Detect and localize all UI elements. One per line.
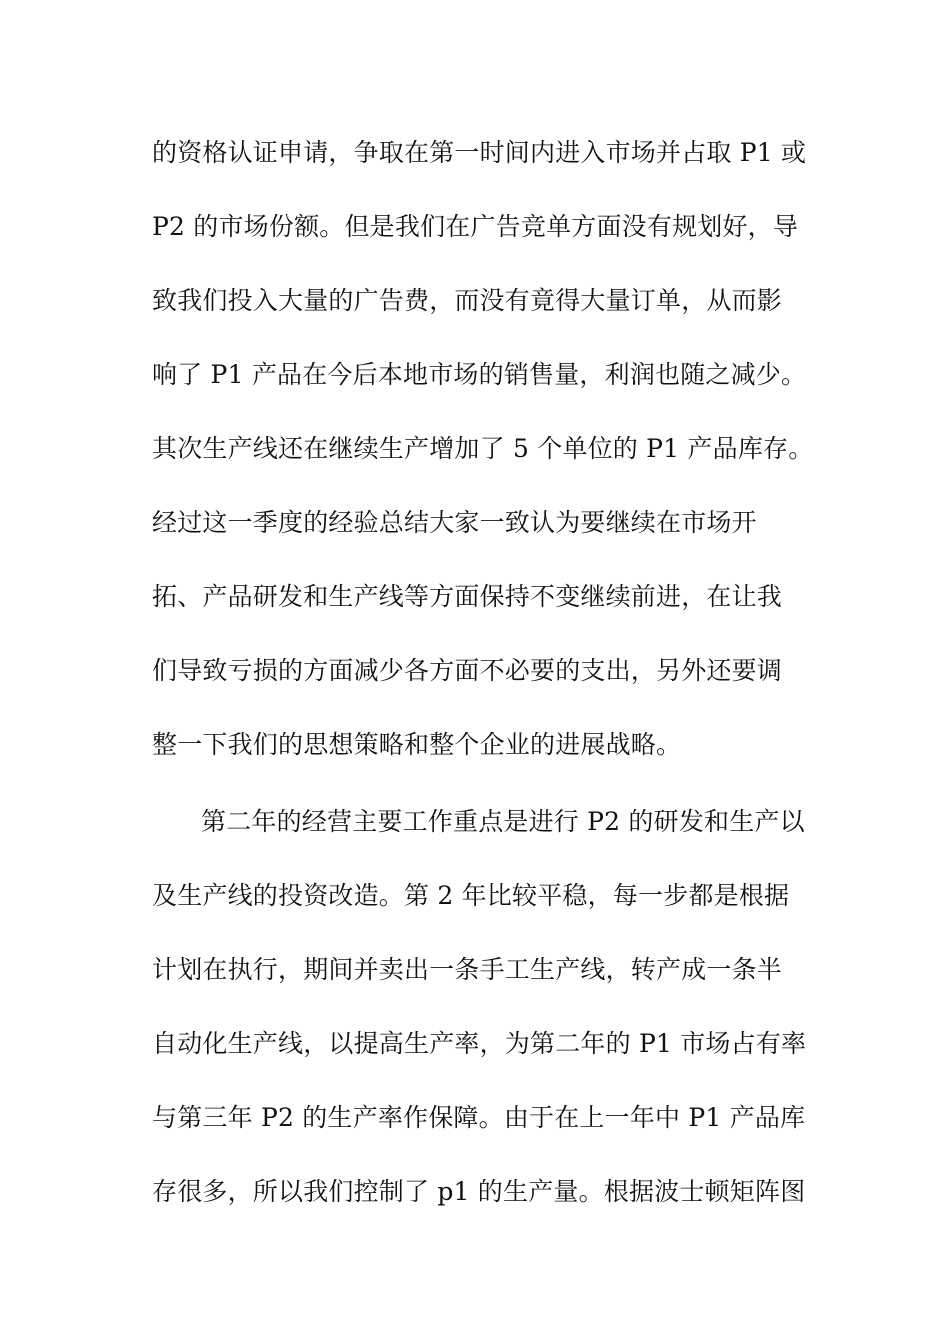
text-line-11: 及生产线的投资改造。第 2 年比较平稳，每一步都是根据	[152, 881, 790, 910]
text-line-9: 整一下我们的思想策略和整个企业的进展战略。	[152, 730, 682, 759]
text-line-2: P2 的市场份额。但是我们在广告竞单方面没有规划好，导	[152, 212, 799, 241]
paragraph-start-line: 第二年的经营主要工作重点是进行 P2 的研发和生产以	[201, 807, 805, 836]
text-line-5: 其次生产线还在继续生产增加了 5 个单位的 P1 产品库存。	[152, 434, 814, 463]
text-line-13: 自动化生产线，以提高生产率，为第二年的 P1 市场占有率	[152, 1029, 807, 1058]
text-line-8: 们导致亏损的方面减少各方面不必要的支出，另外还要调	[152, 656, 783, 685]
text-line-12: 计划在执行，期间并卖出一条手工生产线，转产成一条半	[152, 955, 783, 984]
text-line-3: 致我们投入大量的广告费，而没有竟得大量订单，从而影	[152, 286, 783, 315]
text-line-7: 拓、产品研发和生产线等方面保持不变继续前进，在让我	[152, 582, 783, 611]
text-line-6: 经过这一季度的经验总结大家一致认为要继续在市场开	[152, 508, 757, 537]
text-line-4: 响了 P1 产品在今后本地市场的销售量，利润也随之减少。	[152, 360, 807, 389]
text-line-14: 与第三年 P2 的生产率作保障。由于在上一年中 P1 产品库	[152, 1103, 806, 1132]
text-line-15: 存很多，所以我们控制了 p1 的生产量。根据波士顿矩阵图	[152, 1177, 806, 1206]
text-line-1: 的资格认证申请，争取在第一时间内进入市场并占取 P1 或	[152, 138, 807, 167]
